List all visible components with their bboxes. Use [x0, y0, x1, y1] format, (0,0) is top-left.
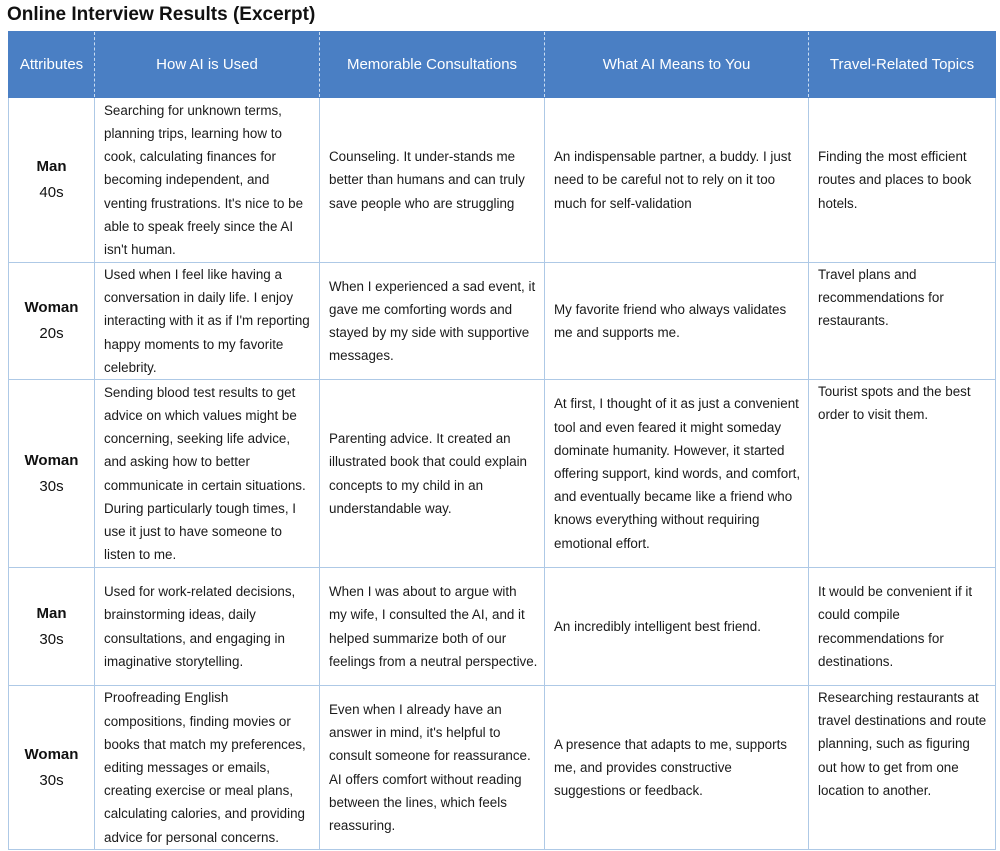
meaning-cell: My favorite friend who always validates me and supports me. [545, 263, 809, 380]
how-ai-used-cell: Used for work-related decisions, brainstorming ideas, daily consultations, and engaging in imaginative storytelling. [95, 568, 320, 686]
age-label: 30s [39, 630, 64, 648]
travel-cell: It would be convenient if it could compile recommendations for destinations. [809, 568, 996, 686]
meaning-cell: An incredibly intelligent best friend. [545, 568, 809, 686]
travel-cell: Finding the most efficient routes and places to book hotels. [809, 98, 996, 263]
page-title: Online Interview Results (Excerpt) [7, 4, 316, 25]
interview-results-table [8, 31, 996, 850]
attributes-cell [9, 686, 95, 850]
memorable-cell: When I experienced a sad event, it gave me comforting words and stayed by my side with supportive messages. [320, 263, 545, 380]
memorable-cell: Counseling. It under-stands me better than humans and can truly save people who are struggling [320, 98, 545, 263]
age-label: 20s [39, 325, 64, 342]
header-how-ai-used: How AI is Used [95, 32, 320, 98]
gender-label: Woman [24, 299, 79, 316]
gender-label: Man [36, 604, 67, 622]
gender-label: Woman [24, 451, 79, 469]
attributes-cell [9, 568, 95, 686]
attributes-cell [9, 263, 95, 380]
header-what-ai-means: What AI Means to You [545, 32, 809, 98]
travel-cell: Travel plans and recommendations for restaurants. [809, 263, 996, 380]
how-ai-used-cell: Used when I feel like having a conversation in daily life. I enjoy interacting with it as if I'm reporting happy moments to my favorite celebrity. [95, 263, 320, 380]
attributes-cell [9, 98, 95, 263]
gender-label: Woman [24, 745, 79, 763]
how-ai-used-cell: Sending blood test results to get advice on which values might be concerning, seeking life advice, and asking how to better communicate in certain situations. During particularly tough times, I use it just to have someone to listen to me. [95, 380, 320, 568]
table-body [9, 98, 996, 850]
memorable-cell: Even when I already have an answer in mind, it's helpful to consult someone for reassurance. AI offers comfort without reading between the lines, which feels reassuring. [320, 686, 545, 850]
header-travel-topics: Travel-Related Topics [809, 32, 996, 98]
meaning-cell: At first, I thought of it as just a convenient tool and even feared it might someday dominate humanity. However, it started offering support, kind words, and comfort, and eventually became like a friend who knows everything without requiring emotional effort. [545, 380, 809, 568]
table-row [9, 686, 996, 850]
table-row [9, 568, 996, 686]
how-ai-used-cell: Proofreading English compositions, finding movies or books that match my preferences, editing messages or emails, creating exercise or meal plans, calculating calories, and providing advice for personal concerns. [95, 686, 320, 850]
how-ai-used-cell: Searching for unknown terms, planning trips, learning how to cook, calculating finances for becoming independent, and venting frustrations. It's nice to be able to speak freely since the AI isn't human. [95, 98, 320, 263]
attributes-cell [9, 380, 95, 568]
table-row [9, 98, 996, 263]
header-attributes: Attributes [9, 32, 95, 98]
travel-cell: Tourist spots and the best order to visit them. [809, 380, 996, 568]
age-label: 30s [39, 477, 64, 495]
meaning-cell: An indispensable partner, a buddy. I just need to be careful not to rely on it too much for self-validation [545, 98, 809, 263]
header-memorable-consultations: Memorable Consultations [320, 32, 545, 98]
memorable-cell: Parenting advice. It created an illustrated book that could explain concepts to my child in an understandable way. [320, 380, 545, 568]
travel-cell: Researching restaurants at travel destinations and route planning, such as figuring out how to get from one location to another. [809, 686, 996, 850]
gender-label: Man [36, 158, 67, 175]
table-row [9, 263, 996, 380]
table-header [9, 32, 996, 98]
meaning-cell: A presence that adapts to me, supports me, and provides constructive suggestions or feedback. [545, 686, 809, 850]
header-row [9, 32, 996, 98]
memorable-cell: When I was about to argue with my wife, I consulted the AI, and it helped summarize both of our feelings from a neutral perspective. [320, 568, 545, 686]
age-label: 40s [39, 184, 64, 201]
table-row [9, 380, 996, 568]
age-label: 30s [39, 771, 64, 789]
